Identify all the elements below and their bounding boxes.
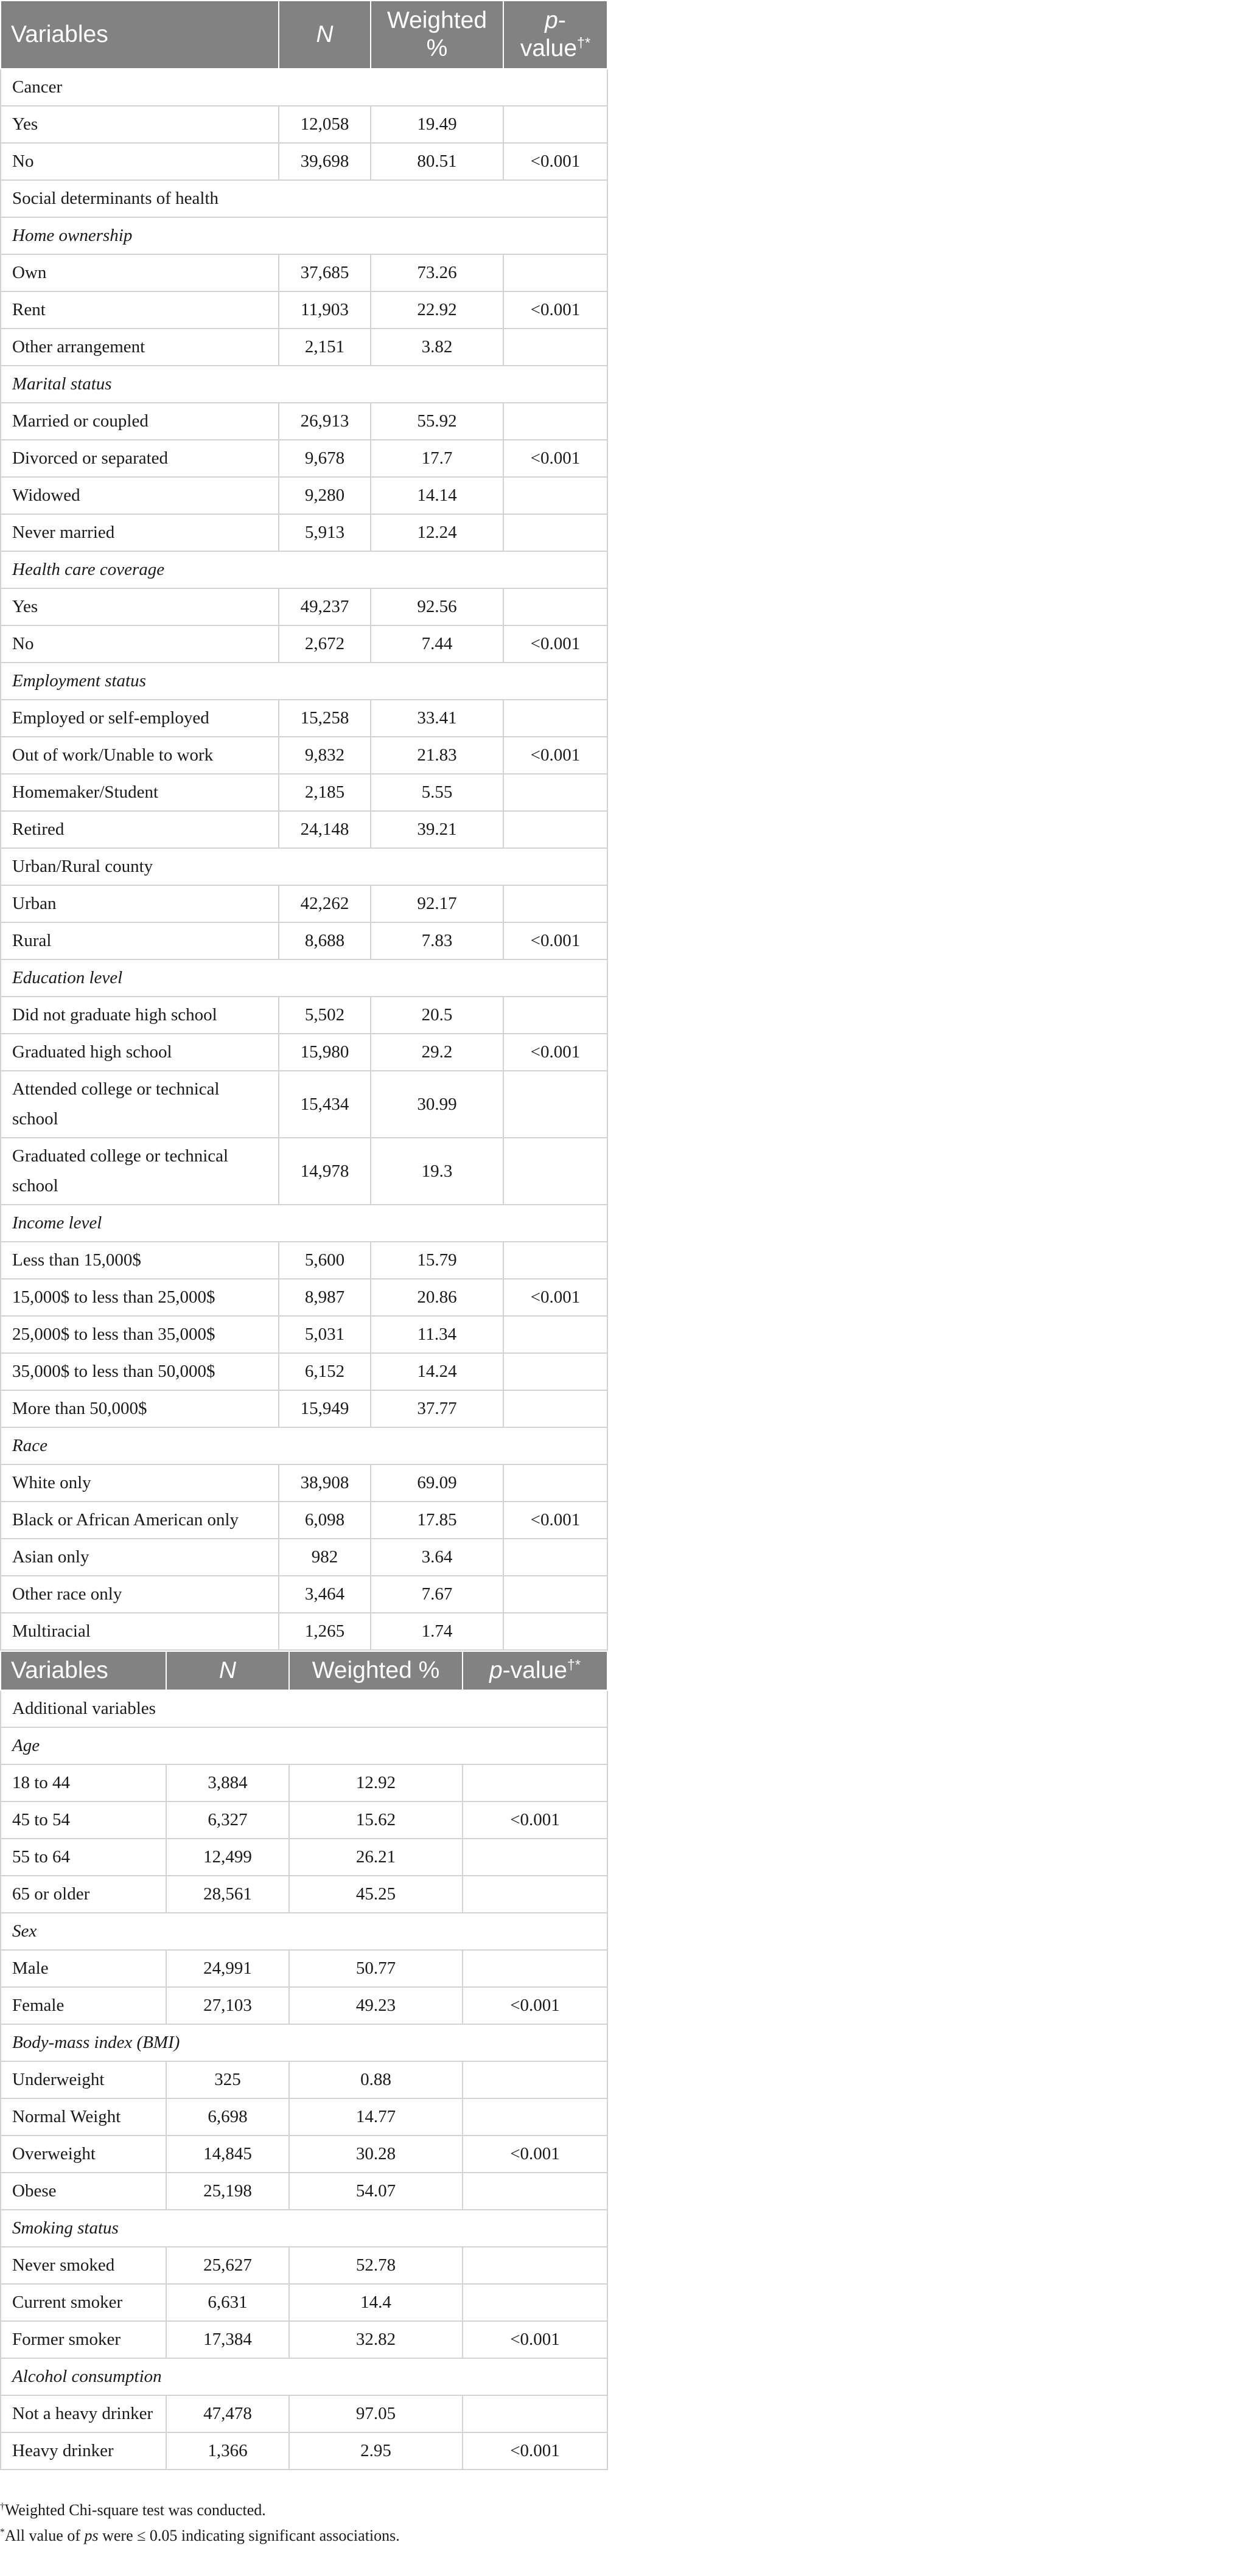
cell-p-value: <0.001 <box>503 291 607 329</box>
cell-p-value <box>503 1390 607 1427</box>
cell-n: 14,845 <box>166 2136 289 2173</box>
header-n <box>166 1651 289 1690</box>
row-label: Asian only <box>1 1539 279 1576</box>
table-row <box>1 922 607 959</box>
section-label: Employment status <box>1 663 607 700</box>
cell-n: 24,148 <box>279 811 371 848</box>
table-row <box>1 1613 607 1650</box>
section-row <box>1 551 607 588</box>
row-label: Never married <box>1 514 279 551</box>
cell-weighted: 26.21 <box>289 1839 463 1876</box>
footnote-1 <box>0 2499 266 2521</box>
cell-p-value <box>503 1464 607 1502</box>
cell-p-value <box>463 1764 607 1801</box>
row-label: Out of work/Unable to work <box>1 737 279 774</box>
cell-p-value <box>503 700 607 737</box>
section-row <box>1 1205 607 1242</box>
table-row <box>1 2136 607 2173</box>
row-label: Other arrangement <box>1 329 279 366</box>
cell-p-value <box>503 997 607 1034</box>
cell-p-value <box>503 588 607 625</box>
cell-p-value <box>503 329 607 366</box>
footnote-1-mark: † <box>0 2501 5 2512</box>
section-row <box>1 2024 607 2061</box>
row-label: Current smoker <box>1 2284 166 2321</box>
cell-weighted: 55.92 <box>371 403 503 440</box>
cell-weighted: 7.44 <box>371 625 503 663</box>
cell-p-value: <0.001 <box>463 2432 607 2470</box>
cell-p-value <box>503 514 607 551</box>
footnote-2-pre: All value of <box>4 2527 85 2544</box>
cell-n: 5,031 <box>279 1316 371 1353</box>
footnote-2-post: were ≤ 0.05 indicating significant associations. <box>98 2527 400 2544</box>
cell-p-value <box>503 1613 607 1650</box>
cell-n: 14,978 <box>279 1138 371 1205</box>
cell-n: 38,908 <box>279 1464 371 1502</box>
cell-weighted: 5.55 <box>371 774 503 811</box>
cell-p-value <box>463 2395 607 2432</box>
table-row <box>1 1279 607 1316</box>
cell-weighted: 33.41 <box>371 700 503 737</box>
footnote-2-italic: ps <box>84 2527 99 2544</box>
cell-n: 17,384 <box>166 2321 289 2358</box>
header-p-suffix: -value <box>502 1657 567 1683</box>
cell-p-value <box>503 106 607 143</box>
cell-p-value: <0.001 <box>503 440 607 477</box>
row-label: Less than 15,000$ <box>1 1242 279 1279</box>
row-label: Yes <box>1 106 279 143</box>
table-row <box>1 774 607 811</box>
row-label: Retired <box>1 811 279 848</box>
table-row <box>1 1839 607 1876</box>
cell-n: 26,913 <box>279 403 371 440</box>
cell-p-value: <0.001 <box>463 1801 607 1839</box>
cell-weighted: 37.77 <box>371 1390 503 1427</box>
cell-n: 39,698 <box>279 143 371 180</box>
row-label: 65 or older <box>1 1876 166 1913</box>
cell-weighted: 1.74 <box>371 1613 503 1650</box>
row-label: Female <box>1 1987 166 2024</box>
table-row <box>1 588 607 625</box>
cell-weighted: 50.77 <box>289 1950 463 1987</box>
row-label: 18 to 44 <box>1 1764 166 1801</box>
cell-weighted: 21.83 <box>371 737 503 774</box>
row-label: No <box>1 143 279 180</box>
cell-n: 24,991 <box>166 1950 289 1987</box>
cell-n: 1,265 <box>279 1613 371 1650</box>
cell-weighted: 20.5 <box>371 997 503 1034</box>
cell-n: 5,600 <box>279 1242 371 1279</box>
table-row <box>1 625 607 663</box>
table-1 <box>0 0 608 1651</box>
header-p-value <box>503 1 607 69</box>
cell-p-value <box>503 811 607 848</box>
cell-weighted: 22.92 <box>371 291 503 329</box>
cell-p-value <box>503 1353 607 1390</box>
table-2 <box>0 1651 608 2470</box>
row-label: Male <box>1 1950 166 1987</box>
row-label: Overweight <box>1 2136 166 2173</box>
cell-weighted: 92.56 <box>371 588 503 625</box>
cell-weighted: 32.82 <box>289 2321 463 2358</box>
row-label: 55 to 64 <box>1 1839 166 1876</box>
row-label: Rent <box>1 291 279 329</box>
header-weighted: Weighted % <box>289 1651 463 1690</box>
cell-p-value <box>463 2284 607 2321</box>
cell-weighted: 15.62 <box>289 1801 463 1839</box>
table-row <box>1 514 607 551</box>
cell-weighted: 12.92 <box>289 1764 463 1801</box>
cell-weighted: 12.24 <box>371 514 503 551</box>
section-label: Body-mass index (BMI) <box>1 2024 607 2061</box>
section-row <box>1 1427 607 1464</box>
cell-p-value: <0.001 <box>503 1279 607 1316</box>
row-label: Former smoker <box>1 2321 166 2358</box>
cell-n: 47,478 <box>166 2395 289 2432</box>
table-1-body <box>1 69 607 1650</box>
table-row <box>1 1764 607 1801</box>
row-label: Homemaker/Student <box>1 774 279 811</box>
cell-weighted: 30.99 <box>371 1071 503 1138</box>
table-row <box>1 329 607 366</box>
row-label: Employed or self-employed <box>1 700 279 737</box>
table-row <box>1 1876 607 1913</box>
table-row <box>1 2321 607 2358</box>
cell-weighted: 14.24 <box>371 1353 503 1390</box>
section-row <box>1 959 607 997</box>
cell-weighted: 29.2 <box>371 1034 503 1071</box>
cell-p-value <box>503 254 607 291</box>
cell-p-value: <0.001 <box>503 1034 607 1071</box>
cell-weighted: 52.78 <box>289 2247 463 2284</box>
cell-weighted: 54.07 <box>289 2173 463 2210</box>
cell-p-value <box>503 1576 607 1613</box>
section-label: Alcohol consumption <box>1 2358 607 2395</box>
cell-weighted: 14.4 <box>289 2284 463 2321</box>
row-label: Black or African American only <box>1 1502 279 1539</box>
cell-n: 49,237 <box>279 588 371 625</box>
table-row <box>1 1502 607 1539</box>
cell-p-value <box>463 2098 607 2136</box>
cell-p-value <box>503 403 607 440</box>
cell-weighted: 20.86 <box>371 1279 503 1316</box>
section-label: Health care coverage <box>1 551 607 588</box>
table-row <box>1 440 607 477</box>
section-label: Marital status <box>1 366 607 403</box>
cell-n: 37,685 <box>279 254 371 291</box>
cell-weighted: 69.09 <box>371 1464 503 1502</box>
cell-weighted: 15.79 <box>371 1242 503 1279</box>
section-label: Income level <box>1 1205 607 1242</box>
cell-weighted: 17.85 <box>371 1502 503 1539</box>
cell-n: 1,366 <box>166 2432 289 2470</box>
table-row <box>1 403 607 440</box>
section-row <box>1 848 607 885</box>
cell-n: 15,980 <box>279 1034 371 1071</box>
cell-p-value <box>463 2061 607 2098</box>
table-2-body <box>1 1690 607 2470</box>
table-row <box>1 1242 607 1279</box>
cell-p-value: <0.001 <box>503 143 607 180</box>
table-row <box>1 1464 607 1502</box>
cell-weighted: 92.17 <box>371 885 503 922</box>
section-label: Age <box>1 1727 607 1764</box>
header-p-mark: †* <box>567 1657 581 1673</box>
row-label: Heavy drinker <box>1 2432 166 2470</box>
cell-n: 5,913 <box>279 514 371 551</box>
row-label: Graduated college or technical school <box>1 1138 279 1205</box>
row-label: More than 50,000$ <box>1 1390 279 1427</box>
cell-p-value: <0.001 <box>463 2136 607 2173</box>
header-p-mark: †* <box>577 35 591 50</box>
row-label: 25,000$ to less than 35,000$ <box>1 1316 279 1353</box>
table-row <box>1 2284 607 2321</box>
header-p-italic: p <box>545 7 558 33</box>
row-label: 35,000$ to less than 50,000$ <box>1 1353 279 1390</box>
header-p-italic: p <box>489 1657 503 1683</box>
cell-n: 25,198 <box>166 2173 289 2210</box>
cell-weighted: 0.88 <box>289 2061 463 2098</box>
row-label: No <box>1 625 279 663</box>
section-row <box>1 366 607 403</box>
table-row <box>1 1801 607 1839</box>
section-label: Sex <box>1 1913 607 1950</box>
table-row <box>1 2061 607 2098</box>
section-row <box>1 217 607 254</box>
table-row <box>1 1539 607 1576</box>
row-label: Rural <box>1 922 279 959</box>
cell-n: 5,502 <box>279 997 371 1034</box>
table-1-header <box>1 1 607 69</box>
section-row <box>1 69 607 106</box>
table-row <box>1 1138 607 1205</box>
table-row <box>1 1034 607 1071</box>
cell-p-value <box>503 774 607 811</box>
table-row <box>1 2098 607 2136</box>
row-label: Not a heavy drinker <box>1 2395 166 2432</box>
cell-p-value: <0.001 <box>503 625 607 663</box>
section-row <box>1 180 607 217</box>
footnote-2 <box>0 2525 400 2547</box>
cell-p-value <box>503 1138 607 1205</box>
table-row <box>1 1071 607 1138</box>
row-label: Own <box>1 254 279 291</box>
section-row <box>1 663 607 700</box>
table-row <box>1 700 607 737</box>
table-row <box>1 143 607 180</box>
cell-weighted: 7.67 <box>371 1576 503 1613</box>
row-label: Did not graduate high school <box>1 997 279 1034</box>
cell-p-value <box>463 2247 607 2284</box>
cell-weighted: 73.26 <box>371 254 503 291</box>
footnote-2-mark: * <box>0 2527 5 2538</box>
header-n-text: N <box>218 1657 237 1683</box>
section-label: Home ownership <box>1 217 607 254</box>
row-label: 15,000$ to less than 25,000$ <box>1 1279 279 1316</box>
table-row <box>1 2173 607 2210</box>
cell-weighted: 49.23 <box>289 1987 463 2024</box>
cell-n: 25,627 <box>166 2247 289 2284</box>
section-label: Education level <box>1 959 607 997</box>
table-row <box>1 2395 607 2432</box>
cell-weighted: 17.7 <box>371 440 503 477</box>
cell-n: 15,258 <box>279 700 371 737</box>
cell-n: 12,499 <box>166 1839 289 1876</box>
cell-n: 3,464 <box>279 1576 371 1613</box>
cell-weighted: 97.05 <box>289 2395 463 2432</box>
cell-p-value: <0.001 <box>463 2321 607 2358</box>
row-label: Widowed <box>1 477 279 514</box>
row-label: White only <box>1 1464 279 1502</box>
table-2-header <box>1 1651 607 1690</box>
cell-n: 6,631 <box>166 2284 289 2321</box>
table-row <box>1 477 607 514</box>
cell-n: 27,103 <box>166 1987 289 2024</box>
row-label: Yes <box>1 588 279 625</box>
table-row <box>1 106 607 143</box>
cell-n: 9,678 <box>279 440 371 477</box>
cell-p-value <box>503 1071 607 1138</box>
cell-n: 15,949 <box>279 1390 371 1427</box>
header-p-value <box>463 1651 607 1690</box>
table-row <box>1 1316 607 1353</box>
cell-n: 9,280 <box>279 477 371 514</box>
row-label: Graduated high school <box>1 1034 279 1071</box>
section-label: Race <box>1 1427 607 1464</box>
header-variables: Variables <box>1 1 279 69</box>
footnote-1-text: Weighted Chi-square test was conducted. <box>4 2501 266 2519</box>
table-row <box>1 1950 607 1987</box>
cell-p-value <box>463 1876 607 1913</box>
cell-n: 15,434 <box>279 1071 371 1138</box>
cell-weighted: 11.34 <box>371 1316 503 1353</box>
cell-p-value <box>503 1316 607 1353</box>
cell-weighted: 14.77 <box>289 2098 463 2136</box>
cell-n: 11,903 <box>279 291 371 329</box>
row-label: Multiracial <box>1 1613 279 1650</box>
cell-n: 325 <box>166 2061 289 2098</box>
cell-weighted: 39.21 <box>371 811 503 848</box>
row-label: Divorced or separated <box>1 440 279 477</box>
table-row <box>1 997 607 1034</box>
cell-weighted: 7.83 <box>371 922 503 959</box>
cell-n: 2,185 <box>279 774 371 811</box>
cell-weighted: 30.28 <box>289 2136 463 2173</box>
section-label: Cancer <box>1 69 607 106</box>
cell-n: 8,688 <box>279 922 371 959</box>
row-label: Obese <box>1 2173 166 2210</box>
section-label: Social determinants of health <box>1 180 607 217</box>
table-row <box>1 2247 607 2284</box>
cell-n: 6,152 <box>279 1353 371 1390</box>
table-row <box>1 737 607 774</box>
table-row <box>1 254 607 291</box>
cell-p-value <box>503 1539 607 1576</box>
header-variables: Variables <box>1 1651 166 1690</box>
cell-p-value <box>503 885 607 922</box>
table-row <box>1 885 607 922</box>
table-row <box>1 1353 607 1390</box>
table-row <box>1 1576 607 1613</box>
cell-n: 28,561 <box>166 1876 289 1913</box>
cell-p-value <box>503 477 607 514</box>
row-label: Normal Weight <box>1 2098 166 2136</box>
section-row <box>1 2358 607 2395</box>
cell-n: 6,327 <box>166 1801 289 1839</box>
table-row <box>1 2432 607 2470</box>
cell-weighted: 3.82 <box>371 329 503 366</box>
section-label: Additional variables <box>1 1690 607 1727</box>
cell-p-value: <0.001 <box>503 737 607 774</box>
cell-p-value: <0.001 <box>463 1987 607 2024</box>
cell-p-value <box>463 1839 607 1876</box>
row-label: Other race only <box>1 1576 279 1613</box>
cell-p-value <box>463 2173 607 2210</box>
section-row <box>1 1727 607 1764</box>
section-row <box>1 2210 607 2247</box>
cell-n: 6,698 <box>166 2098 289 2136</box>
cell-n: 982 <box>279 1539 371 1576</box>
section-row <box>1 1913 607 1950</box>
cell-p-value <box>503 1242 607 1279</box>
header-n-text: N <box>316 21 334 47</box>
table-row <box>1 1987 607 2024</box>
row-label: Attended college or technical school <box>1 1071 279 1138</box>
cell-weighted: 45.25 <box>289 1876 463 1913</box>
table-row <box>1 811 607 848</box>
cell-n: 12,058 <box>279 106 371 143</box>
cell-weighted: 80.51 <box>371 143 503 180</box>
cell-n: 42,262 <box>279 885 371 922</box>
cell-p-value <box>463 1950 607 1987</box>
row-label: Urban <box>1 885 279 922</box>
row-label: Never smoked <box>1 2247 166 2284</box>
cell-weighted: 3.64 <box>371 1539 503 1576</box>
header-p-suffix: -value <box>520 7 578 61</box>
cell-n: 2,672 <box>279 625 371 663</box>
cell-n: 6,098 <box>279 1502 371 1539</box>
row-label: 45 to 54 <box>1 1801 166 1839</box>
cell-p-value: <0.001 <box>503 1502 607 1539</box>
section-label: Smoking status <box>1 2210 607 2247</box>
section-label: Urban/Rural county <box>1 848 607 885</box>
header-weighted: Weighted % <box>371 1 503 69</box>
cell-n: 3,884 <box>166 1764 289 1801</box>
cell-p-value: <0.001 <box>503 922 607 959</box>
row-label: Married or coupled <box>1 403 279 440</box>
table-row <box>1 291 607 329</box>
row-label: Underweight <box>1 2061 166 2098</box>
cell-n: 9,832 <box>279 737 371 774</box>
header-n <box>279 1 371 69</box>
cell-weighted: 2.95 <box>289 2432 463 2470</box>
cell-weighted: 14.14 <box>371 477 503 514</box>
cell-weighted: 19.3 <box>371 1138 503 1205</box>
section-row <box>1 1690 607 1727</box>
cell-n: 8,987 <box>279 1279 371 1316</box>
cell-weighted: 19.49 <box>371 106 503 143</box>
cell-n: 2,151 <box>279 329 371 366</box>
table-row <box>1 1390 607 1427</box>
